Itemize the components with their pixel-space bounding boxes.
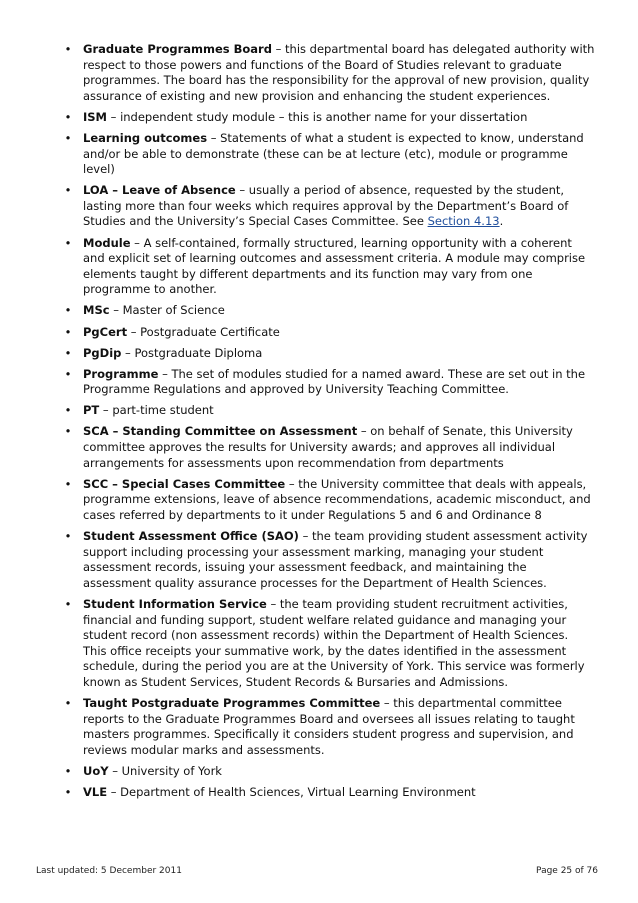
- glossary-entry: [63, 325, 595, 341]
- glossary-entry: [63, 42, 595, 104]
- footer-last-updated: Last updated: 5 December 2011: [36, 866, 182, 876]
- bullet-icon: •: [64, 130, 72, 145]
- glossary-definition: – The set of modules studied for a named award. These are set out in the Programme Regulations and approved by University Teaching Committee.: [83, 366, 586, 397]
- glossary-entry: [63, 403, 595, 419]
- glossary-term: Student Information Service: [83, 596, 267, 611]
- glossary-definition: – Department of Health Sciences, Virtual Learning Environment: [107, 784, 476, 799]
- glossary-term: SCA – Standing Committee on Assessment: [83, 424, 358, 439]
- glossary-entry: [63, 110, 595, 126]
- glossary-definition: – part-time student: [99, 403, 214, 418]
- glossary-term: Learning outcomes: [83, 130, 208, 145]
- bullet-icon: •: [64, 403, 72, 418]
- glossary-definition: – Postgraduate Certificate: [127, 324, 280, 339]
- bullet-icon: •: [64, 596, 72, 611]
- glossary-definition: – the team providing student assessment activity support including processing your assessment marking, managing your student assessment records, issuing your assessment feedback, and maintaining the assessment quality assurance processes for the Department of Health Sciences.: [83, 529, 588, 590]
- bullet-icon: •: [64, 529, 72, 544]
- glossary-term: MSc: [83, 303, 110, 318]
- glossary-definition: – Statements of what a student is expected to know, understand and/or be able to demonstrate (these can be at lecture (etc), module or programme level): [83, 130, 584, 177]
- glossary-definition: – this departmental board has delegated authority with respect to those powers and functions of the Board of Studies relevant to graduate programmes. The board has the responsibility for the approval of new provision, quality assurance of existing and new provision and enhancing the student experiences.: [83, 42, 595, 103]
- glossary-definition-end: .: [499, 214, 504, 229]
- glossary-definition: – Master of Science: [109, 303, 225, 318]
- glossary-term: Module: [83, 235, 131, 250]
- bullet-icon: •: [64, 345, 72, 360]
- glossary-term: Taught Postgraduate Programmes Committee: [83, 695, 381, 710]
- glossary-definition: – University of York: [108, 763, 222, 778]
- bullet-icon: •: [64, 303, 72, 318]
- bullet-icon: •: [64, 424, 72, 439]
- glossary-entry: [63, 529, 595, 591]
- bullet-icon: •: [64, 476, 72, 491]
- glossary-entry: [63, 183, 595, 230]
- glossary-definition: – independent study module – this is another name for your dissertation: [107, 109, 528, 124]
- bullet-icon: •: [64, 183, 72, 198]
- glossary-definition: – on behalf of Senate, this University committee approves the results for University awards; and approves all individual arrangements for assessments upon recommendation from departments: [83, 424, 573, 470]
- bullet-icon: •: [64, 235, 72, 250]
- glossary-entry: [63, 785, 595, 801]
- glossary-entry: [63, 764, 595, 780]
- bullet-icon: •: [64, 109, 72, 124]
- glossary-term: PgCert: [83, 324, 128, 339]
- glossary-term: SCC – Special Cases Committee: [83, 476, 286, 491]
- glossary-definition: – A self-contained, formally structured, learning opportunity with a coherent and explicit set of learning outcomes and assessment criteria. A module may comprise elements taught by different departments and its function may vary from one programme to another.: [83, 235, 586, 297]
- glossary-entry: [63, 303, 595, 319]
- glossary-term: PT: [83, 403, 100, 418]
- glossary-entry: [63, 597, 595, 691]
- glossary-definition: – Postgraduate Diploma: [121, 345, 263, 360]
- glossary-definition: – usually a period of absence, requested by the student, lasting more than four weeks which requires approval by the Department’s Board of Studies and the University’s Special Cases Committee. See: [83, 183, 569, 229]
- glossary-entry: [63, 424, 595, 471]
- glossary-term: VLE: [83, 784, 108, 799]
- glossary-entry: [63, 236, 595, 298]
- bullet-icon: •: [64, 366, 72, 381]
- glossary-entry: [63, 131, 595, 178]
- glossary-definition: – this departmental committee reports to the Graduate Programmes Board and oversees all issues relating to taught masters programmes. Specifically it considers student progress and supervision, and reviews modular marks and assessments.: [83, 695, 575, 757]
- bullet-icon: •: [64, 695, 72, 710]
- glossary-term: UoY: [83, 763, 109, 778]
- glossary-entry: [63, 477, 595, 524]
- glossary-term: Graduate Programmes Board: [83, 42, 272, 56]
- glossary-term: ISM: [83, 109, 108, 124]
- bullet-icon: •: [64, 763, 72, 778]
- bullet-icon: •: [64, 784, 72, 799]
- glossary-term: LOA – Leave of Absence: [83, 183, 236, 198]
- glossary-entry: [63, 367, 595, 398]
- bullet-icon: •: [64, 324, 72, 339]
- glossary-term: Student Assessment Office (SAO): [83, 529, 299, 544]
- glossary-term: Programme: [83, 366, 159, 381]
- section-link[interactable]: Section 4.13: [427, 214, 500, 229]
- footer-page-number: Page 25 of 76: [536, 866, 598, 876]
- glossary-definition: – the team providing student recruitment activities, financial and funding support, student welfare related guidance and managing your student record (non assessment records) within the Department of Health Sciences. This office receipts your summative work, by the dates identified in the assessment schedule, during the period you are at the University of York. This service was formerly known as Student Services, Student Records & Bursaries and Admissions.: [83, 596, 585, 689]
- glossary-entry: [63, 346, 595, 362]
- glossary-entry: [63, 696, 595, 758]
- glossary-definition: – the University committee that deals with appeals, programme extensions, leave of absence recommendations, academic misconduct, and cases referred by departments to it under Regulations 5 and 6 and Ordinance 8: [83, 476, 591, 522]
- bullet-icon: •: [64, 42, 72, 56]
- glossary-term: PgDip: [83, 345, 122, 360]
- glossary-list: [63, 42, 595, 806]
